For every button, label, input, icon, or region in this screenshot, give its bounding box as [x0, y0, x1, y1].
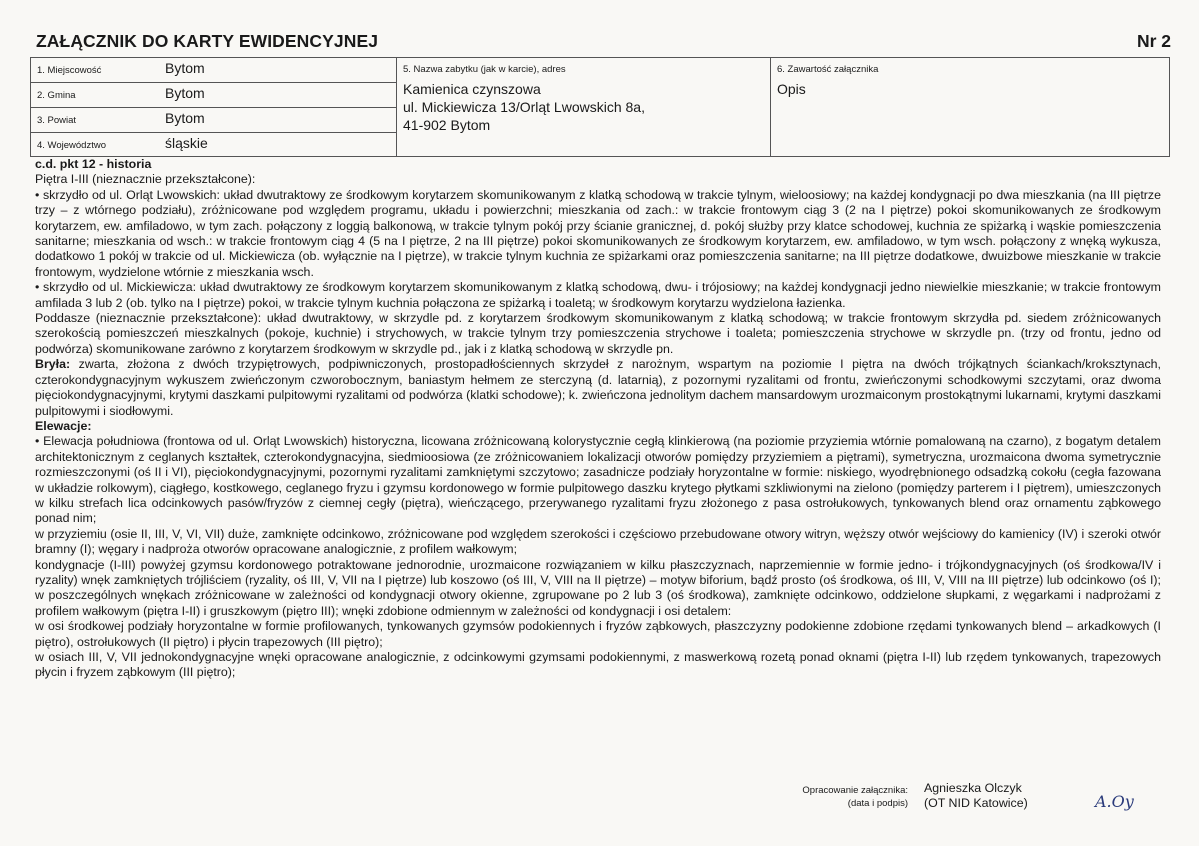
prepared-by-text: Opracowanie załącznika:	[802, 785, 908, 796]
field-label: 6. Zawartość załącznika	[777, 64, 879, 75]
paragraph: Poddasze (nieznacznie przekształcone): układ dwutraktowy, w skrzydle pd. z korytarzem środkowym skomunikowanym z klatką schodową; w trakcie frontowym skrzydła pd. siedem zróżnicowanych szerokością pomieszczeń mieszkalnych (pokoje, kuchnie) i strychowych, w trakcie tylnym trzy pomieszczenia strychowe i toaleta; pomieszczenia strychowe w skrzydle pn. (trzy od frontu, jedno od podwórza) skomunikowane zarówno z korytarzem środkowym w skrzydle pd., jak i z klatką schodową w skrzydle pn.	[35, 311, 1161, 356]
paragraph: w osiach III, V, VII jednokondygnacyjne wnęki opracowane analogicznie, z odcinkowymi gzymsami podokiennymi, z maswerkową rozetą ponad oknami (piętra I-II) lub rzędem tynkowanych, trapezowych płycin i fryzem ząbkowym (III piętro);	[35, 650, 1161, 680]
field-value: Bytom	[165, 60, 205, 76]
field-value: Bytom	[165, 110, 205, 126]
field-label: 1. Miejscowość	[37, 65, 102, 76]
monument-name: Kamienica czynszowa	[403, 81, 541, 97]
paragraph: w przyziemiu (osie II, III, V, VI, VII) duże, zamknięte odcinkowo, zróżnicowane pod względem szerokości i częściowo przebudowane otwory witryn, węższy otwór wejściowy do kamienicy (IV) i szeroki otwór bramny (I); węgary i nadproża otworów opracowane analogicznie, z profilem wałkowym;	[35, 526, 1161, 557]
author-name: Agnieszka Olczyk	[924, 781, 1022, 795]
monument-address	[403, 80, 645, 134]
prepared-by-label	[740, 784, 908, 810]
attachment-number: Nr 2	[1136, 31, 1171, 51]
field-label: 5. Nazwa zabytku (jak w karcie), adres	[403, 64, 566, 75]
content-type-value: Opis	[777, 81, 806, 97]
field-value: Bytom	[165, 85, 205, 101]
bryla-label: Bryła:	[35, 357, 71, 372]
description-body	[35, 157, 1161, 681]
elewacje-heading: Elewacje:	[35, 418, 92, 433]
content-type-column	[771, 58, 1171, 156]
paragraph-bryla	[35, 357, 1161, 419]
document-title: ZAŁĄCZNIK DO KARTY EWIDENCYJNEJ	[36, 31, 379, 51]
paragraph: • skrzydło od ul. Mickiewicza: układ dwutraktowy ze środkowym korytarzem skomunikowanym z klatką schodową, dwu- i trójosiowy; na każdej kondygnacji jedno niewielkie mieszkanie; w trakcie frontowym amfilada 3 lub 2 (ob. tylko na I piętrze) pokoi, w trakcie tylnym kuchnia połączona ze spiżarką i toaletą; w środkowym korytarzu wydzielona łazienka.	[35, 280, 1161, 310]
author-office: (OT NID Katowice)	[924, 796, 1028, 811]
field-label: 4. Województwo	[37, 140, 106, 151]
field-value: śląskie	[165, 135, 208, 151]
paragraph: kondygnacje (I-III) powyżej gzymsu kordonowego potraktowane jednorodnie, urozmaicone rozwiązaniem w kilku płaszczyznach, naprzemiennie w formie jedno- i trójkondygnacyjnych (oś środkowa/IV i ryzality) wnęk zamkniętych trójliściem (ryzality, oś III, V, VII na I piętrze) lub koszowo (oś III, V, VIII na II piętrze) – motyw biforium, bądź prosto (oś środkowa, oś III, V, VIII na III piętrze) lub odcinkowo (oś I); w poszczególnych wnękach zróżnicowane w zależności od kondygnacji otwory okienne, zgrupowane po 2 lub 3 (oś środkowa), zamknięte odcinkowo, oddzielone słupkami, z węgarkami i nadprożami z profilem wałkowym (piętra I-II) i gruszkowym (piętro III); wnęki zdobione odmiennym w zależności od kondygnacji i osi detalem:	[35, 557, 1161, 618]
row-gmina	[31, 83, 396, 108]
row-powiat	[31, 108, 396, 133]
date-signature-text: (data i podpis)	[847, 798, 908, 809]
info-grid	[30, 57, 1170, 157]
author	[924, 781, 1028, 812]
paragraph: • Elewacja południowa (frontowa od ul. Orląt Lwowskich) historyczna, licowana zróżnicowaną kolorystycznie cegłą klinkierową (na poziomie przyziemia wtórnie pomalowaną na czarno), z bogatym detalem architektonicznym z ceglanych kształtek, czterokondygnacyjna, siedmioosiowa (ze zróżnicowaniem lokalizacji otworów pomiędzy przyziemiem a piętrami), symetryczna, urozmaicona dwoma symetrycznie rozmieszczonymi (oś II i VI), pięciokondygnacyjnymi, pozornymi ryzalitami zamkniętymi szczytowo; zasadnicze podziały horyzontalne w formie: niskiego, wyodrębnionego odsadzką cokołu (cegła fazowana w układzie rolkowym), ciągłego, kostkowego, ceglanego fryzu i gzymsu kordonowego w formie pulpitowego daszku krytego płytkami szkliwionymi na zielono (pomiędzy parterem i I piętrem), umieszczonych w kilku strefach lica odcinkowych pasów/fryzów z ciemnej cegły (piętra), wieńczącego, przerywanego ryzalitami fryzu złożonego z pasa ostrołukowych, tynkowanych blend oraz ornamentu ząbkowego ponad nim;	[35, 434, 1161, 526]
section-heading: c.d. pkt 12 - historia	[35, 157, 152, 171]
row-miejscowosc	[31, 58, 396, 83]
signature: A.Oy	[1095, 792, 1134, 811]
address-street: ul. Mickiewicza 13/Orląt Lwowskich 8a,	[403, 99, 645, 115]
paragraph: Piętra I-III (nieznacznie przekształcone):	[35, 172, 256, 187]
address-city: 41-902 Bytom	[403, 117, 491, 133]
field-label: 2. Gmina	[37, 90, 76, 101]
paragraph: w osi środkowej podziały horyzontalne w formie profilowanych, tynkowanych gzymsów podokiennych i fryzów ząbkowych, płaszczyzny podokienne zdobione rzędami tynkowanych blend – arkadkowych (I piętro), ostrołukowych (II piętro) i płycin trapezowych (III piętro);	[35, 619, 1161, 649]
bryla-text: zwarta, złożona z dwóch trzypiętrowych, podpiwniczonych, prostopadłościennych skrzydeł z narożnym, wspartym na poziomie I piętra na dwóch trójkątnych ściankach/kroksztynach, czterokondygnacyjnym wykuszem zwieńczonym czworobocznym, baniastym hełmem ze sterczyną (d. latarnią), z pozornymi ryzalitami od frontu, zwieńczonymi schodkowymi szczytami, oraz dwoma pięciokondygnacyjnymi, krytymi daszkami pulpitowymi ryzalitami od podwórza (klatki schodowe); k. zwieńczona jednolitym dachem mansardowym urozmaiconym prostokątnymi lukarnami, krytymi daszkami pulpitowymi i siodłowymi.	[35, 357, 1161, 418]
monument-name-column	[397, 58, 771, 156]
paragraph: • skrzydło od ul. Orląt Lwowskich: układ dwutraktowy ze środkowym korytarzem skomunikowanym z klatką schodową w trakcie tylnym, wieloosiowy; na każdej kondygnacji po dwa mieszkania (na III piętrze trzy – z wtórnego podziału), zróżnicowane pod względem programu, układu i powierzchni; mieszkania od zach.: w trakcie frontowym ciąg 3 (2 na I piętrze) pokoi skomunikowanych ze środkowym korytarzem, ew. amfiladowo, w tym zach. połączony z loggią balkonową, w trakcie tylnym pokój przy ścianie granicznej, d. pokój służby przy klatce schodowej, kuchnia ze spiżarką i wąskie pomieszczenia sanitarne; mieszkania od wsch.: w trakcie frontowym ciąg 4 (5 na I piętrze, 2 na III piętrze) pokoi skomunikowanych ze środkowym korytarzem, ew. amfiladowo, w tym wsch. połączony z wnęką wykusza, dodatkowo 1 pokój w trakcie od ul. Mickiewicza (ob. wyłącznie na I piętrze), w trakcie tylnym kuchnia ze spiżarkami oraz pomieszczenia sanitarne; na III piętrze dodatkowe, dwuizbowe mieszkanie w trakcie frontowym, wydzielone wtórnie z mieszkania wsch.	[35, 187, 1161, 279]
field-label: 3. Powiat	[37, 115, 77, 126]
location-column	[31, 58, 397, 156]
row-wojewodztwo	[31, 133, 396, 158]
